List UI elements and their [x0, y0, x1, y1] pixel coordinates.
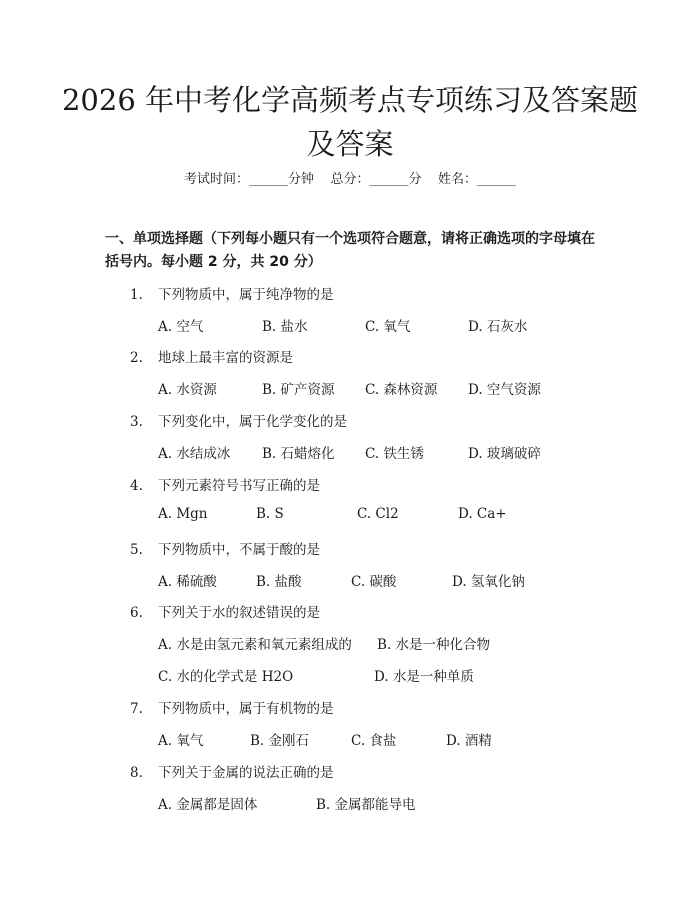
option-c: C. Cl2 [357, 506, 399, 522]
option-d: D. 酒精 [446, 733, 492, 749]
title-line-1: 2026 年中考化学高频考点专项练习及答案题 [61, 83, 639, 117]
option-c: C. 森林资源 [365, 382, 438, 398]
option-d: D. 玻璃破碎 [468, 446, 541, 462]
question-3 [130, 410, 347, 430]
option-a: A. 水结成冰 [158, 446, 231, 462]
exam-meta-line: 考试时间：______分钟 总分：______分 姓名：______ [183, 172, 517, 187]
question-number: 3. [130, 414, 143, 430]
question-5 [130, 538, 320, 558]
option-b: B. 盐水 [262, 319, 308, 335]
option-a: A. 氧气 [158, 733, 204, 749]
option-a: A. 稀硫酸 [158, 574, 217, 590]
option-b: B. 石蜡熔化 [262, 446, 335, 462]
option-b: B. 金刚石 [250, 733, 310, 749]
question-stem: 地球上最丰富的资源是 [158, 350, 293, 366]
question-number: 2. [130, 350, 143, 366]
option-a: A. 金属都是固体 [158, 797, 258, 813]
question-stem: 下列变化中，属于化学变化的是 [158, 414, 347, 430]
question-stem: 下列物质中，属于纯净物的是 [158, 287, 334, 303]
option-d: D. Ca+ [458, 506, 507, 522]
question-number: 4. [130, 478, 143, 494]
question-stem: 下列关于水的叙述错误的是 [158, 605, 320, 621]
option-c: C. 铁生锈 [365, 446, 424, 462]
option-a: A. 水资源 [158, 382, 217, 398]
option-d: D. 石灰水 [468, 319, 528, 335]
question-4 [130, 474, 320, 494]
question-number: 1. [130, 287, 143, 303]
question-8 [130, 761, 334, 781]
question-stem: 下列关于金属的说法正确的是 [158, 765, 334, 781]
option-b: B. S [256, 506, 284, 522]
question-2 [130, 346, 293, 366]
question-stem: 下列物质中，不属于酸的是 [158, 542, 320, 558]
option-c: C. 水的化学式是 H2O [158, 669, 294, 685]
title-line-2: 及答案 [306, 127, 394, 161]
option-c: C. 氧气 [365, 319, 411, 335]
question-6 [130, 601, 320, 621]
option-c: C. 碳酸 [351, 574, 397, 590]
option-c: C. 食盐 [351, 733, 397, 749]
option-d: D. 空气资源 [468, 382, 541, 398]
option-a: A. 水是由氢元素和氧元素组成的 [158, 637, 352, 653]
option-b: B. 金属都能导电 [316, 797, 416, 813]
exam-title [60, 78, 640, 166]
question-7 [130, 697, 334, 717]
question-number: 6. [130, 605, 143, 621]
question-number: 7. [130, 701, 143, 717]
option-d: D. 水是一种单质 [374, 669, 474, 685]
question-number: 5. [130, 542, 143, 558]
option-b: B. 盐酸 [256, 574, 302, 590]
option-a: A. 空气 [158, 319, 204, 335]
option-a: A. Mgn [158, 506, 208, 522]
question-1 [130, 283, 334, 303]
option-b: B. 水是一种化合物 [377, 637, 491, 653]
option-b: B. 矿产资源 [262, 382, 335, 398]
question-number: 8. [130, 765, 143, 781]
option-d: D. 氢氧化钠 [452, 574, 525, 590]
question-stem: 下列元素符号书写正确的是 [158, 478, 320, 494]
section-heading: 一、单项选择题（下列每小题只有一个选项符合题意，请将正确选项的字母填在括号内。每小题 2 分，共 20 分） [105, 231, 595, 270]
question-stem: 下列物质中，属于有机物的是 [158, 701, 334, 717]
